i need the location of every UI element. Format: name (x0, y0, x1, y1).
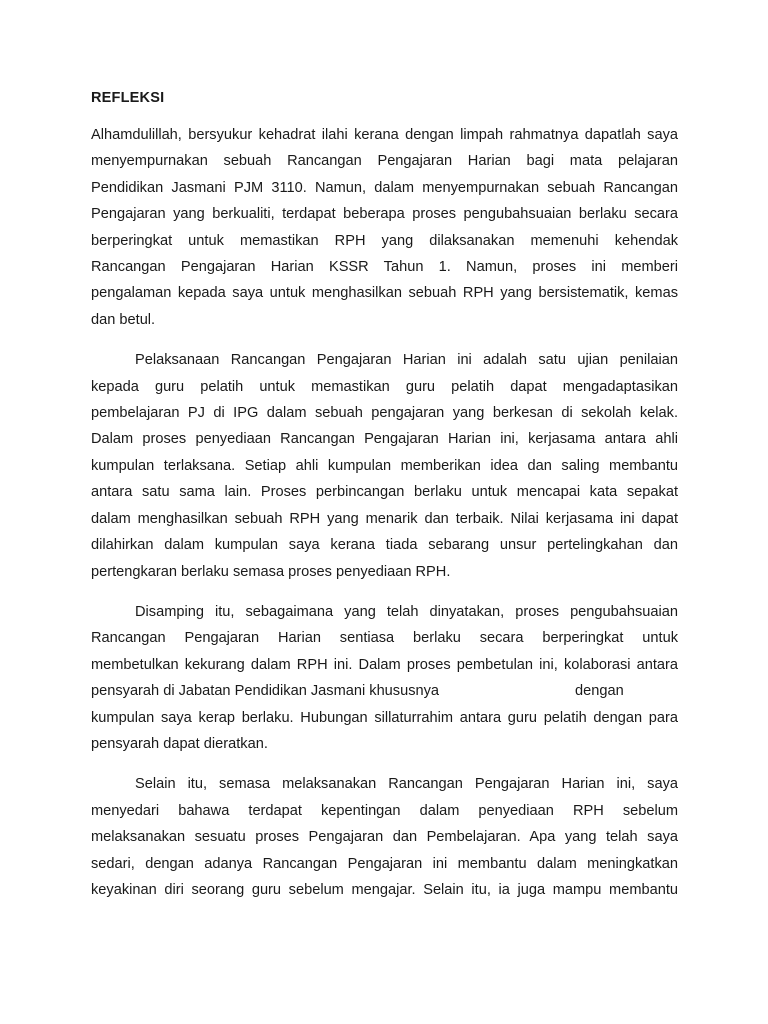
text-line: menyempurnakan sebuah Rancangan Pengajaran Harian bagi mata pelajaran (91, 153, 678, 170)
text-line: Rancangan Pengajaran Harian sentiasa berlaku secara berperingkat untuk (91, 630, 678, 647)
text-line: membetulkan kekurang dalam RPH ini. Dalam proses pembetulan ini, kolaborasi antara (91, 656, 678, 673)
text-line: Dalam proses penyediaan Rancangan Pengajaran Harian ini, kerjasama antara ahli (91, 431, 678, 448)
document-page (91, 86, 678, 917)
text-line: berperingkat untuk memastikan RPH yang dilaksanakan memenuhi kehendak (91, 232, 678, 249)
text-line: sedari, dengan adanya Rancangan Pengajaran ini membantu dalam meningkatkan (91, 855, 678, 872)
text-line: pembelajaran PJ di IPG dalam sebuah pengajaran yang berkesan di sekolah kelak. (91, 405, 678, 422)
text-line: pengalaman kepada saya untuk menghasilkan sebuah RPH yang bersistematik, kemas (91, 285, 678, 302)
document-heading: REFLEKSI (91, 90, 165, 106)
text-line: Alhamdulillah, bersyukur kehadrat ilahi kerana dengan limpah rahmatnya dapatlah saya (91, 127, 678, 143)
paragraph-3 (91, 599, 678, 757)
text-line: kumpulan terlaksana. Setiap ahli kumpulan memberikan idea dan saling membantu (91, 457, 678, 474)
text-line: kumpulan saya kerap berlaku. Hubungan sillaturrahim antara guru pelatih dengan para (91, 709, 678, 726)
text-line: Pelaksanaan Rancangan Pengajaran Harian ini adalah satu ujian penilaian (135, 352, 678, 369)
text-line: antara satu sama lain. Proses perbincangan berlaku untuk mencapai kata sepakat (91, 484, 678, 501)
text-line: kepada guru pelatih untuk memastikan guru pelatih dapat mengadaptasikan (91, 378, 678, 395)
text-line: Pengajaran yang berkualiti, terdapat beberapa proses pengubahsuaian berlaku secara (91, 206, 678, 223)
text-line: pensyarah dapat dieratkan. (91, 735, 268, 752)
text-line: dalam menghasilkan sebuah RPH yang menarik dan terbaik. Nilai kerjasama ini dapat (91, 510, 678, 527)
text-line: Rancangan Pengajaran Harian KSSR Tahun 1. Namun, proses ini memberi (91, 259, 678, 276)
text-segment: pensyarah di Jabatan Pendidikan Jasmani khususnya (91, 683, 440, 700)
text-line: pertengkaran berlaku semasa proses penyediaan RPH. (91, 563, 451, 580)
text-line: dan betul. (91, 311, 156, 328)
text-line: menyedari bahawa terdapat kepentingan dalam penyediaan RPH sebelum (91, 802, 678, 819)
text-line: keyakinan diri seorang guru sebelum mengajar. Selain itu, ia juga mampu membantu (91, 881, 678, 898)
text-line-with-gap (91, 678, 678, 704)
text-line: dilahirkan dalam kumpulan saya kerana tiada sebarang unsur pertelingkahan dan (91, 537, 678, 554)
paragraph-4 (91, 771, 678, 903)
text-segment: dengan (575, 683, 624, 700)
paragraph-2 (91, 347, 678, 585)
text-line: Pendidikan Jasmani PJM 3110. Namun, dalam menyempurnakan sebuah Rancangan (91, 179, 678, 196)
text-line: Disamping itu, sebagaimana yang telah dinyatakan, proses pengubahsuaian (135, 603, 678, 620)
text-line: Selain itu, semasa melaksanakan Rancangan Pengajaran Harian ini, saya (135, 776, 678, 793)
text-line: melaksanakan sesuatu proses Pengajaran dan Pembelajaran. Apa yang telah saya (91, 829, 678, 846)
paragraph-1 (91, 122, 678, 333)
